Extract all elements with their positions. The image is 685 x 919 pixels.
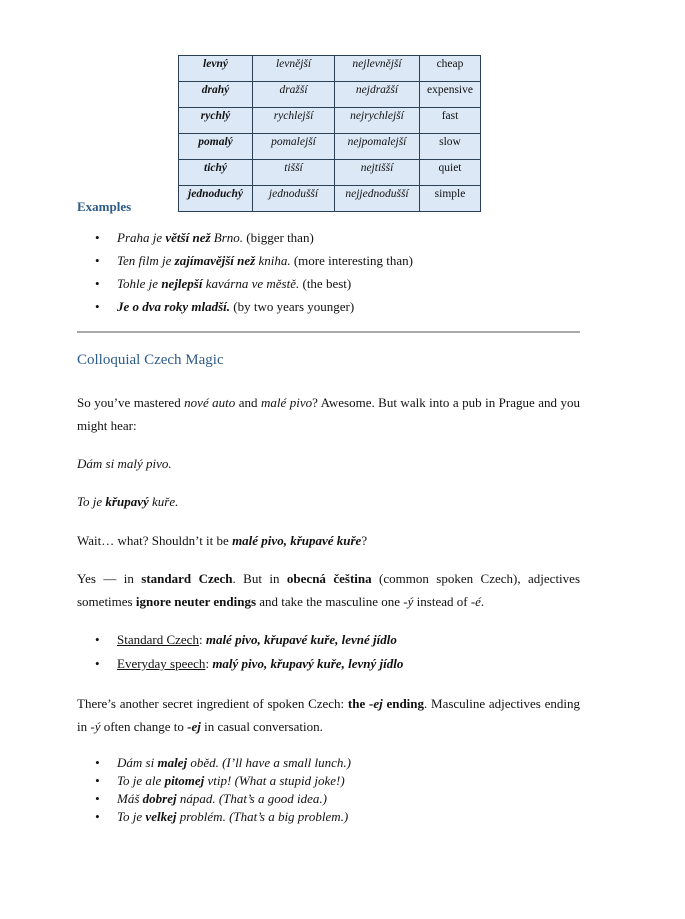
table-cell: slow [420, 134, 481, 160]
table-row [179, 160, 481, 186]
table-cell: dražší [253, 82, 335, 108]
table-cell: nejlevnější [335, 56, 420, 82]
table-cell: nejpomalejší [335, 134, 420, 160]
table-cell: pomalý [179, 134, 253, 160]
table-row [179, 56, 481, 82]
intro-paragraph: So you’ve mastered nové auto and malé pivo? Awesome. But walk into a pub in Prague and you might hear: [77, 395, 580, 433]
list-item [77, 230, 597, 253]
list-item: • Dám si malej oběd. (I’ll have a small lunch.) [77, 755, 597, 773]
example-czech: Praha je větší než Brno. [117, 230, 244, 245]
examples-list [77, 230, 597, 322]
table-cell: expensive [420, 82, 481, 108]
example-gloss: (bigger than) [243, 230, 314, 245]
example-gloss: (the best) [299, 276, 352, 291]
table-cell: simple [420, 186, 481, 212]
table-cell: rychlejší [253, 108, 335, 134]
table-cell: nejrychlejší [335, 108, 420, 134]
example-phrase: Dám si malý pivo. [77, 456, 172, 471]
table-cell: drahý [179, 82, 253, 108]
table-cell: quiet [420, 160, 481, 186]
list-item [77, 299, 597, 322]
explanation-paragraph: Yes — in standard Czech. But in obecná čeština (common spoken Czech), adjectives sometimes ignore neuter endings and take the masculine one -ý instead of -é. [77, 571, 580, 609]
list-item [77, 253, 597, 276]
table-cell: jednoduchý [179, 186, 253, 212]
table-cell: nejtišší [335, 160, 420, 186]
horizontal-divider [77, 331, 580, 333]
list-item [77, 276, 597, 299]
colloquial-examples-list [77, 755, 597, 827]
section-title: Colloquial Czech Magic [77, 352, 224, 368]
list-item: • Everyday speech: malý pivo, křupavý kuře, levný jídlo [77, 656, 597, 680]
table-cell: nejjednodušší [335, 186, 420, 212]
table-row [179, 82, 481, 108]
table-cell: tišší [253, 160, 335, 186]
table-cell: levnější [253, 56, 335, 82]
table-row [179, 108, 481, 134]
table-cell: jednodušší [253, 186, 335, 212]
table-cell: levný [179, 56, 253, 82]
examples-heading: Examples [77, 199, 132, 214]
table-cell: tichý [179, 160, 253, 186]
comparison-table [178, 55, 481, 212]
example-czech: Je o dva roky mladší. [117, 299, 231, 314]
list-item: • Standard Czech: malé pivo, křupavé kuře, levné jídlo [77, 632, 597, 656]
comparison-list [77, 632, 597, 680]
example-czech: Ten film je zajímavější než kniha. [117, 253, 291, 268]
question-paragraph: Wait… what? Shouldn’t it be malé pivo, křupavé kuře? [77, 533, 368, 548]
table-cell: rychlý [179, 108, 253, 134]
table-row [179, 134, 481, 160]
example-gloss: (more interesting than) [290, 253, 413, 268]
table-cell: fast [420, 108, 481, 134]
list-item: • To je ale pitomej vtip! (What a stupid joke!) [77, 773, 597, 791]
example-phrase: To je křupavý kuře. [77, 494, 179, 509]
example-czech: Tohle je nejlepší kavárna ve městě. [117, 276, 300, 291]
table-cell: cheap [420, 56, 481, 82]
ending-paragraph: There’s another secret ingredient of spoken Czech: the -ej ending. Masculine adjectives ending in -ý often change to -ej in casual conversation. [77, 696, 580, 734]
list-item: • To je velkej problém. (That’s a big problem.) [77, 809, 597, 827]
table-row [179, 186, 481, 212]
table-cell: pomalejší [253, 134, 335, 160]
table-cell: nejdražší [335, 82, 420, 108]
list-item: • Máš dobrej nápad. (That’s a good idea.) [77, 791, 597, 809]
example-gloss: (by two years younger) [230, 299, 355, 314]
